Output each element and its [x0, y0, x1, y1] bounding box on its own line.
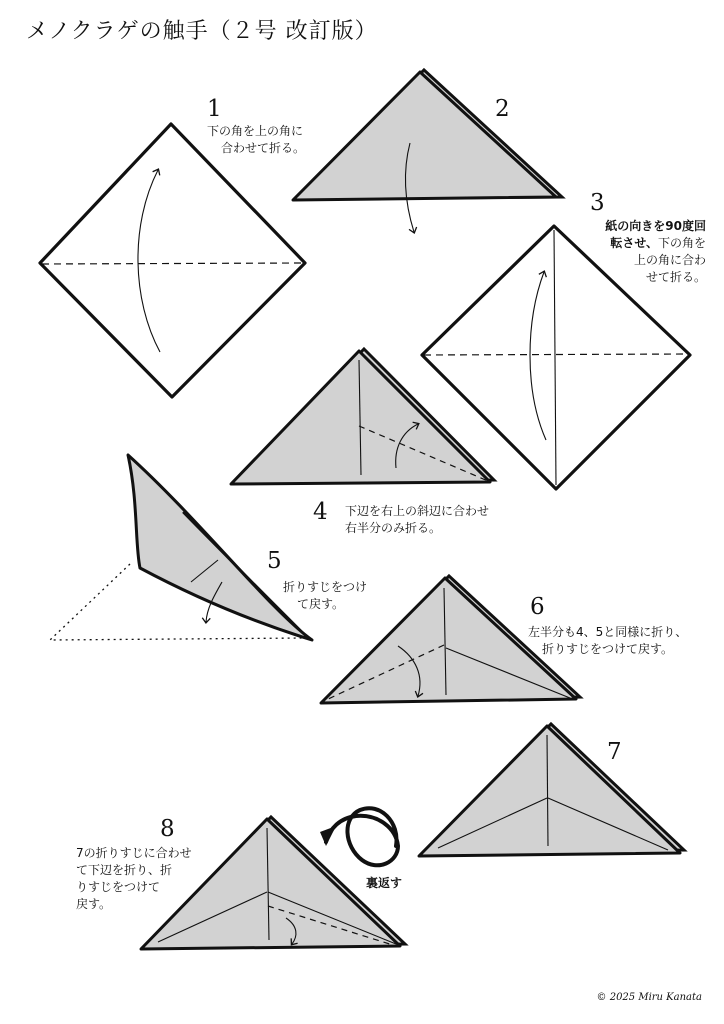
turn-over-icon [326, 808, 398, 865]
turn-over-arrowhead [320, 826, 336, 846]
step-7-number: 7 [607, 739, 622, 765]
step-8-line-4: 戻す。 [76, 897, 112, 911]
step-3-instructions [605, 218, 706, 286]
step-1-diamond [40, 124, 305, 397]
step-3-line-1: 紙の向きを90度回 [605, 219, 706, 233]
step-1-line-1: 下の角を上の角に [207, 124, 304, 138]
step-6-line-2: 折りすじをつけて戻す。 [542, 642, 674, 656]
step-8-line-3: りすじをつけて [76, 880, 161, 894]
step-1-instructions [207, 123, 305, 157]
turn-over-label: 裏返す [366, 876, 403, 890]
copyright: © 2025 Miru Kanata [596, 992, 702, 1003]
step-1-line-2: 合わせて折る。 [221, 141, 306, 155]
turn-over-symbol [320, 808, 398, 865]
step-6-line-1: 左半分も4、5と同様に折り、 [528, 625, 688, 639]
step-3-line-3: 上の角に合わ [633, 253, 706, 267]
step-3-line-4: せて折る。 [645, 270, 706, 284]
step-5-line-2: て戻す。 [297, 597, 345, 611]
step-3-line-2-bold: 転させ、 [610, 236, 658, 250]
step-2-triangle [293, 72, 556, 200]
step-5-instructions [283, 579, 367, 613]
step-4-line-1: 下辺を右上の斜辺に合わせ [345, 504, 490, 518]
step-7-triangle [419, 726, 680, 856]
step-4-line-2: 右半分のみ折る。 [345, 521, 442, 535]
step-4-number: 4 [313, 499, 328, 525]
step-8-line-2: て下辺を折り、折 [76, 863, 173, 877]
step-4-instructions [345, 503, 489, 537]
step-5-line-1: 折りすじをつけ [283, 580, 368, 594]
page-title: メノクラゲの触手（２号 改訂版） [26, 19, 378, 44]
step-7-figure [419, 724, 684, 856]
step-2-number: 2 [495, 96, 510, 122]
step-3-line-2: 下の角を [657, 236, 706, 250]
step-2-figure [293, 70, 562, 232]
step-8-number: 8 [160, 816, 175, 842]
step-5-number: 5 [267, 548, 282, 574]
step-6-number: 6 [530, 594, 545, 620]
step-6-instructions [528, 624, 687, 658]
step-1-figure [40, 124, 305, 397]
step-8-instructions [76, 845, 192, 913]
step-1-number: 1 [207, 96, 222, 122]
step-8-line-1: 7の折りすじに合わせ [76, 846, 192, 860]
step-3-number: 3 [590, 190, 605, 216]
